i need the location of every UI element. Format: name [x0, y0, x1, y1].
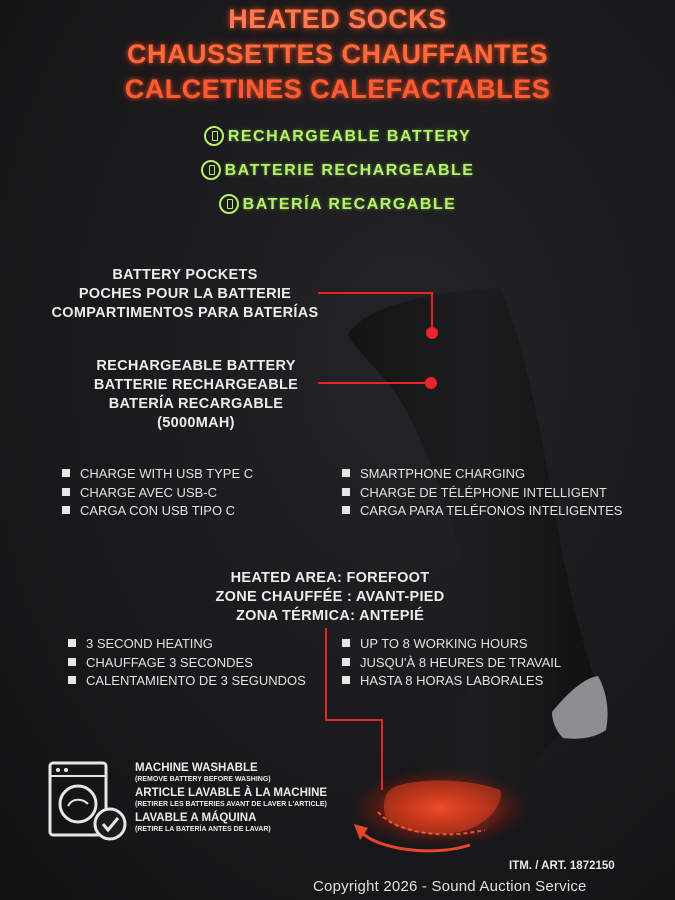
- list-item: CHAUFFAGE 3 SECONDES: [68, 654, 306, 673]
- usb-charging-list: [62, 465, 253, 521]
- heating-list: [68, 635, 306, 691]
- list-item: 3 SECOND HEATING: [68, 635, 306, 654]
- list-item: HASTA 8 HORAS LABORALES: [342, 672, 561, 691]
- list-item: UP TO 8 WORKING HOURS: [342, 635, 561, 654]
- list-item: SMARTPHONE CHARGING: [342, 465, 622, 484]
- phone-charging-list: [342, 465, 622, 521]
- battery-icon: [204, 126, 224, 146]
- list-item: CHARGE DE TÉLÉPHONE INTELLIGENT: [342, 484, 622, 503]
- title-fr: CHAUSSETTES CHAUFFANTES: [126, 39, 549, 69]
- check-icon: [95, 809, 125, 839]
- battery-icon: [201, 160, 221, 180]
- battery-callout-dot: [425, 377, 437, 389]
- washing-machine-icon: [48, 760, 130, 844]
- title-es: CALCETINES CALEFACTABLES: [124, 74, 551, 104]
- list-item: CALENTAMIENTO DE 3 SEGUNDOS: [68, 672, 306, 691]
- washing-instructions: MACHINE WASHABLE (REMOVE BATTERY BEFORE WASHING) ARTICLE LAVABLE À LA MACHINE (RETIRER LES BATTERIES AVANT DE LAVER L'ARTICLE) LAVABLE A MÁQUINA (RETIRE LA BATERÍA ANTES DE LAVAR): [135, 762, 328, 833]
- list-item: CARGA PARA TELÉFONOS INTELIGENTES: [342, 502, 622, 521]
- title-en: HEATED SOCKS: [228, 4, 447, 34]
- copyright-watermark: Copyright 2026 - Sound Auction Service: [313, 878, 587, 895]
- list-item: JUSQU'À 8 HEURES DE TRAVAIL: [342, 654, 561, 673]
- heated-area-label: HEATED AREA: FOREFOOT ZONE CHAUFFÉE : AVANT-PIED ZONA TÉRMICA: ANTEPIÉ: [215, 570, 445, 624]
- battery-icon: [219, 194, 239, 214]
- list-item: CHARGE AVEC USB-C: [62, 484, 253, 503]
- rechargeable-battery-label: RECHARGEABLE BATTERY BATTERIE RECHARGEABLE BATERÍA RECARGABLE (5000MAH): [93, 358, 299, 431]
- battery-line-en: RECHARGEABLE BATTERY: [0, 126, 675, 146]
- working-hours-list: [342, 635, 561, 691]
- item-number: ITM. / ART. 1872150: [509, 860, 615, 872]
- list-item: CARGA CON USB TIPO C: [62, 502, 253, 521]
- battery-line-fr: BATTERIE RECHARGEABLE: [0, 160, 675, 180]
- list-item: CHARGE WITH USB TYPE C: [62, 465, 253, 484]
- battery-line-es: BATERÍA RECARGABLE: [0, 194, 675, 214]
- pocket-callout-dot: [426, 327, 438, 339]
- battery-pockets-label: BATTERY POCKETS POCHES POUR LA BATTERIE COMPARTIMENTOS PARA BATERÍAS: [51, 267, 319, 321]
